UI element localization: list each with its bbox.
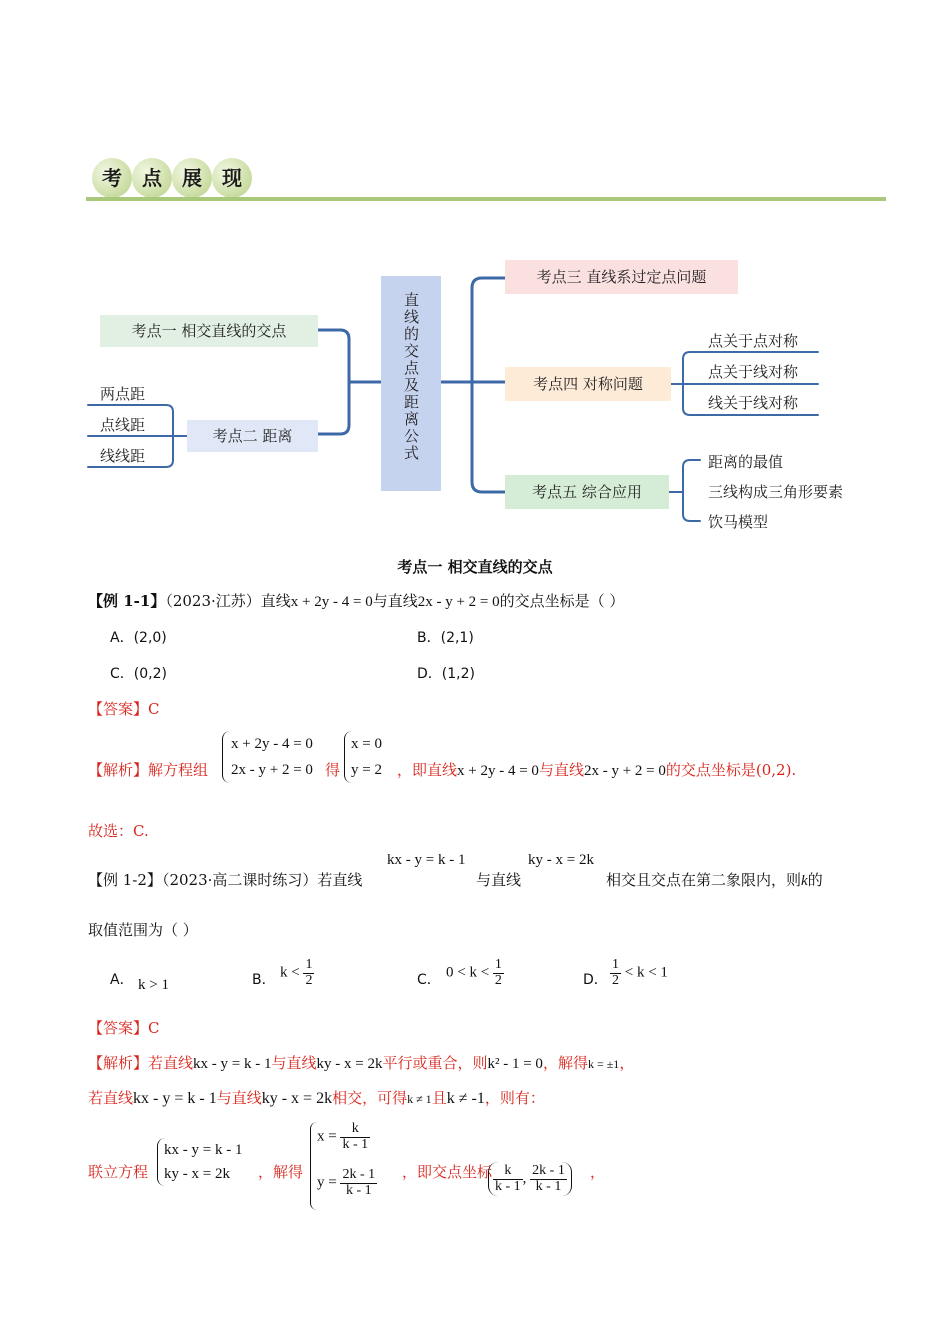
ex2-tail bbox=[606, 869, 823, 890]
ex2-a2-end: ，则有： bbox=[484, 1089, 545, 1107]
ex2-a2-mid: 与直线 bbox=[216, 1089, 262, 1107]
ex2-analysis-2 bbox=[88, 1087, 545, 1108]
frac-num: 1 bbox=[494, 957, 502, 972]
ex2-a3-end: ， bbox=[590, 1163, 606, 1181]
frac-num: k bbox=[340, 1122, 370, 1138]
ex2-analysis-label: 【解析】 bbox=[88, 1054, 149, 1072]
ex2-a2-eq1: kx - y = k - 1 bbox=[133, 1090, 217, 1107]
ex2-option-c-frac bbox=[493, 958, 504, 988]
frac-den: 2 bbox=[305, 972, 313, 988]
frac-num: 2k - 1 bbox=[342, 1167, 376, 1182]
ex2-option-d-text: < k < 1 bbox=[624, 964, 668, 981]
ex2-option-d bbox=[610, 958, 668, 988]
mindmap-leaf: 点关于点对称 bbox=[708, 332, 799, 350]
ex2-de: 的 bbox=[807, 871, 823, 889]
ex2-eq1: kx - y = k - 1 bbox=[387, 852, 466, 868]
ex2-solution-y-label: y = bbox=[317, 1174, 337, 1191]
ex1-choice: 故选：C. bbox=[88, 822, 149, 840]
ex1-analysis-b bbox=[397, 759, 796, 780]
ex2-a2-eq4: k ≠ -1 bbox=[446, 1090, 485, 1107]
ex2-mid: 与直线 bbox=[476, 871, 522, 889]
mindmap-leaf: 距离的最值 bbox=[708, 453, 784, 471]
ex1-system-b-eq2: y = 2 bbox=[351, 762, 382, 778]
ex2-source: （2023·高二课时练习）若直线 bbox=[161, 871, 363, 889]
ex2-tail-text: 相交且交点在第二象限内，则 bbox=[606, 871, 802, 889]
ex2-solution-y bbox=[317, 1168, 377, 1198]
ex2-a1-pre: 若直线 bbox=[148, 1054, 194, 1072]
ex1-option-c: C．(0,2) bbox=[110, 666, 167, 682]
ex2-system bbox=[157, 1138, 242, 1186]
ex2-a3-post: ，即交点坐标 bbox=[402, 1163, 493, 1181]
header-char: 现 bbox=[212, 158, 252, 198]
frac-den: k - 1 bbox=[495, 1178, 521, 1194]
ex1-system-b bbox=[344, 731, 382, 783]
ex1-source: （2023·江苏）直线 bbox=[165, 592, 291, 610]
ex2-line2: 取值范围为（ ） bbox=[88, 921, 198, 939]
ex1-label: 【例 1-1】 bbox=[88, 592, 166, 610]
ex1-option-b: B．(2,1) bbox=[417, 630, 474, 646]
ex1-analysis-a bbox=[88, 759, 208, 780]
mindmap-leaf: 线关于线对称 bbox=[708, 394, 799, 412]
ex1-analysis-post1: ，即直线 bbox=[397, 761, 458, 779]
ex2-a1-end: ， bbox=[619, 1054, 635, 1072]
ex2-solution-x bbox=[317, 1122, 370, 1152]
header-char: 点 bbox=[132, 158, 172, 198]
ex1-analysis-de: 得 bbox=[325, 761, 341, 779]
header-char: 展 bbox=[172, 158, 212, 198]
ex2-eq2: ky - x = 2k bbox=[528, 852, 594, 868]
ex2-option-d-label: D． bbox=[583, 972, 608, 988]
mindmap-leaf: 饮马模型 bbox=[708, 513, 769, 531]
mindmap-point-4: 考点四 对称问题 bbox=[505, 367, 671, 401]
ex2-a2-eq2: ky - x = 2k bbox=[261, 1090, 333, 1107]
frac-num: 2k - 1 bbox=[532, 1163, 565, 1178]
ex1-eq1: x + 2y - 4 = 0 bbox=[290, 594, 373, 610]
frac-den: k - 1 bbox=[345, 1182, 372, 1198]
ex2-option-a: k > 1 bbox=[138, 977, 169, 993]
frac-num: 1 bbox=[612, 957, 619, 972]
ex1-system-b-eq1: x = 0 bbox=[351, 736, 382, 752]
ex2-option-b-text: k < bbox=[280, 964, 300, 981]
mindmap-center-label: 直线的交点及距离公式 bbox=[402, 292, 420, 462]
frac-num: k bbox=[493, 1164, 523, 1180]
ex2-solution bbox=[310, 1121, 376, 1210]
mindmap-leaf: 点线距 bbox=[100, 416, 146, 434]
ex2-system-eq1: kx - y = k - 1 bbox=[164, 1142, 243, 1158]
ex2-point-frac-y bbox=[530, 1164, 567, 1194]
frac-den: k - 1 bbox=[535, 1178, 562, 1194]
ex2-a1-mid: 与直线 bbox=[271, 1054, 317, 1072]
frac-den: 2 bbox=[612, 972, 619, 988]
ex1-analysis-post2: 与直线 bbox=[538, 761, 584, 779]
ex2-option-a-label: A． bbox=[110, 972, 134, 988]
ex1-eq2: 2x - y + 2 = 0 bbox=[417, 594, 500, 610]
ex2-a1-post: 平行或重合，则 bbox=[382, 1054, 488, 1072]
frac-den: 2 bbox=[494, 972, 502, 988]
ex2-option-c-label: C． bbox=[417, 972, 441, 988]
mindmap-connectors bbox=[0, 0, 950, 560]
ex1-question bbox=[88, 590, 624, 611]
frac-num: 1 bbox=[305, 957, 313, 972]
ex1-system-a bbox=[222, 731, 313, 783]
ex1-system-a-eq2: 2x - y + 2 = 0 bbox=[231, 762, 313, 778]
ex1-system-a-eq1: x + 2y - 4 = 0 bbox=[231, 736, 313, 752]
ex1-option-a: A．(2,0) bbox=[110, 630, 167, 646]
ex2-option-b bbox=[280, 958, 314, 988]
ex2-a1-eq3: k² - 1 = 0 bbox=[487, 1056, 543, 1072]
ex2-frac-x bbox=[340, 1122, 370, 1152]
ex1-analysis-pre: 解方程组 bbox=[148, 761, 209, 779]
ex2-option-c-text: 0 < k < bbox=[446, 964, 490, 981]
header-char: 考 bbox=[92, 158, 132, 198]
mindmap-leaf: 线线距 bbox=[100, 447, 146, 465]
frac-den: k - 1 bbox=[342, 1136, 369, 1152]
ex2-label: 【例 1-2】 bbox=[88, 871, 162, 889]
ex2-a2-post: 相交，可得 bbox=[332, 1089, 408, 1107]
mindmap-point-5: 考点五 综合应用 bbox=[505, 475, 669, 509]
ex2-a2-pre: 若直线 bbox=[88, 1089, 134, 1107]
ex2-a2-and: 且 bbox=[431, 1089, 447, 1107]
ex1-eq3: x + 2y - 4 = 0 bbox=[457, 763, 539, 779]
section-title: 考点一 相交直线的交点 bbox=[397, 558, 553, 576]
ex2-analysis-1 bbox=[88, 1052, 634, 1073]
ex2-option-b-frac bbox=[303, 958, 314, 988]
ex2-a2-eq3: k ≠ 1 bbox=[407, 1092, 432, 1106]
ex2-option-d-frac bbox=[610, 958, 621, 988]
ex2-a1-eq2: ky - x = 2k bbox=[316, 1056, 383, 1072]
ex1-option-d: D．(1,2) bbox=[417, 666, 475, 682]
mindmap-leaf: 两点距 bbox=[100, 385, 146, 403]
mindmap-center bbox=[381, 276, 441, 491]
ex2-a1-eq4: k = ±1 bbox=[587, 1057, 620, 1071]
ex2-a1-post2: ，解得 bbox=[542, 1054, 588, 1072]
ex2-a1-eq1: kx - y = k - 1 bbox=[193, 1056, 272, 1072]
ex2-point: $\frac{k}{k - 1}$ , $\frac{2k - 1}{k - 1}$ bbox=[488, 1162, 572, 1196]
ex2-a3-solve: ，解得 bbox=[258, 1163, 304, 1181]
ex1-eq4: 2x - y + 2 = 0 bbox=[583, 763, 666, 779]
ex1-tail: 的交点坐标是（ ） bbox=[499, 592, 625, 610]
ex1-analysis-label: 【解析】 bbox=[88, 761, 149, 779]
mindmap-point-3: 考点三 直线系过定点问题 bbox=[505, 260, 738, 294]
ex2-system-eq2: ky - x = 2k bbox=[164, 1166, 230, 1182]
mindmap-point-1: 考点一 相交直线的交点 bbox=[100, 315, 318, 347]
ex2-answer: 【答案】C bbox=[88, 1019, 160, 1037]
ex2-option-b-label: B． bbox=[252, 972, 276, 988]
mindmap-leaf: 点关于线对称 bbox=[708, 363, 799, 381]
ex2-frac-y bbox=[340, 1168, 377, 1198]
ex2-label-source bbox=[88, 869, 362, 890]
mindmap-leaf: 三线构成三角形要素 bbox=[708, 483, 844, 501]
ex2-point-frac-x bbox=[493, 1164, 523, 1194]
ex1-analysis-post3: 的交点坐标是(0,2). bbox=[665, 761, 797, 779]
ex2-k: k bbox=[801, 873, 808, 889]
ex1-mid: 与直线 bbox=[372, 592, 418, 610]
ex2-a3-pre: 联立方程 bbox=[88, 1163, 149, 1181]
mindmap-point-2: 考点二 距离 bbox=[187, 420, 318, 452]
ex1-answer: 【答案】C bbox=[88, 700, 160, 718]
ex2-solution-x-label: x = bbox=[317, 1128, 337, 1145]
ex2-option-c bbox=[446, 958, 504, 988]
